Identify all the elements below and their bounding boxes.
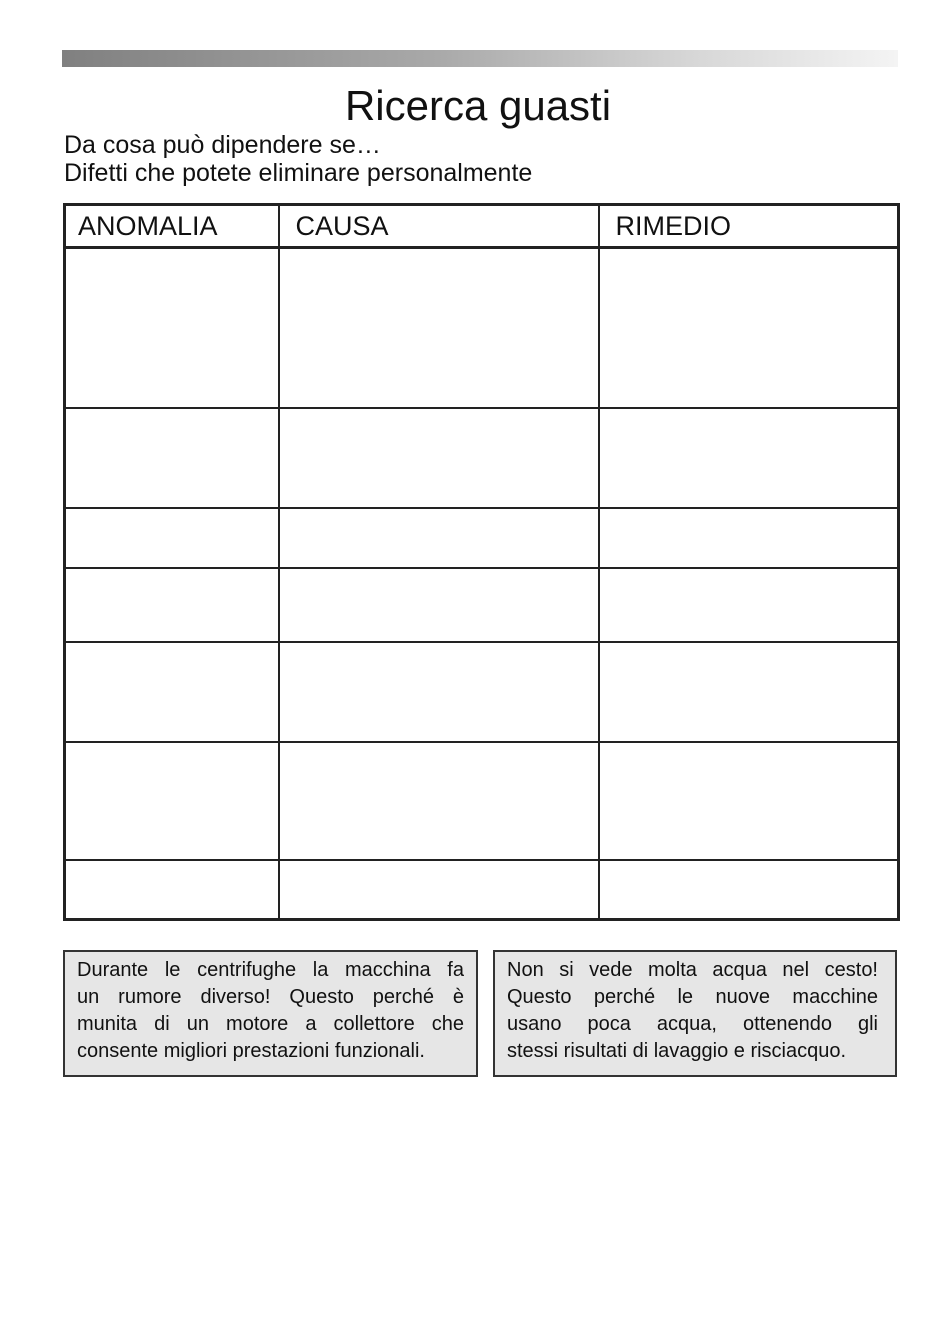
page-title: Ricerca guasti <box>344 82 612 129</box>
note-box-spin-noise <box>63 950 478 1077</box>
table-row <box>65 568 899 642</box>
subtitle-defects: Difetti che potete eliminare personalmente <box>64 159 533 187</box>
header-gradient-bar <box>62 50 898 67</box>
note-line: Questo perché le nuove macchine <box>507 986 878 1008</box>
column-header-causa: CAUSA <box>279 205 599 248</box>
cell-causa <box>279 568 599 642</box>
cell-causa <box>279 642 599 742</box>
troubleshooting-table <box>63 203 900 921</box>
cell-causa <box>279 408 599 508</box>
cell-rimedio <box>599 568 899 642</box>
note-box-low-water <box>493 950 897 1077</box>
cell-causa <box>279 742 599 860</box>
table-row <box>65 508 899 568</box>
subtitle-question: Da cosa può dipendere se… <box>64 131 381 159</box>
cell-anomalia <box>65 742 279 860</box>
table-row <box>65 860 899 920</box>
cell-anomalia <box>65 568 279 642</box>
cell-rimedio <box>599 248 899 408</box>
table-row <box>65 642 899 742</box>
note-line: Durante le centrifughe la macchina fa <box>77 959 464 981</box>
cell-rimedio <box>599 742 899 860</box>
cell-anomalia <box>65 860 279 920</box>
cell-rimedio <box>599 642 899 742</box>
note-line: stessi risultati di lavaggio e risciacquo. <box>507 1040 847 1062</box>
note-line: usano poca acqua, ottenendo gli <box>507 1013 878 1035</box>
cell-causa <box>279 860 599 920</box>
cell-anomalia <box>65 642 279 742</box>
table-header-row <box>65 205 899 248</box>
note-line: un rumore diverso! Questo perché è <box>77 986 464 1008</box>
note-line: consente migliori prestazioni funzionali. <box>77 1040 425 1062</box>
cell-anomalia <box>65 408 279 508</box>
table-row <box>65 742 899 860</box>
cell-causa <box>279 508 599 568</box>
table-row <box>65 408 899 508</box>
column-header-rimedio: RIMEDIO <box>599 205 899 248</box>
note-line: Non si vede molta acqua nel cesto! <box>507 959 878 981</box>
cell-causa <box>279 248 599 408</box>
note-line: munita di un motore a collettore che <box>77 1013 464 1035</box>
cell-anomalia <box>65 508 279 568</box>
cell-rimedio <box>599 860 899 920</box>
cell-rimedio <box>599 508 899 568</box>
cell-rimedio <box>599 408 899 508</box>
cell-anomalia <box>65 248 279 408</box>
column-header-anomalia: ANOMALIA <box>65 205 279 248</box>
table-row <box>65 248 899 408</box>
